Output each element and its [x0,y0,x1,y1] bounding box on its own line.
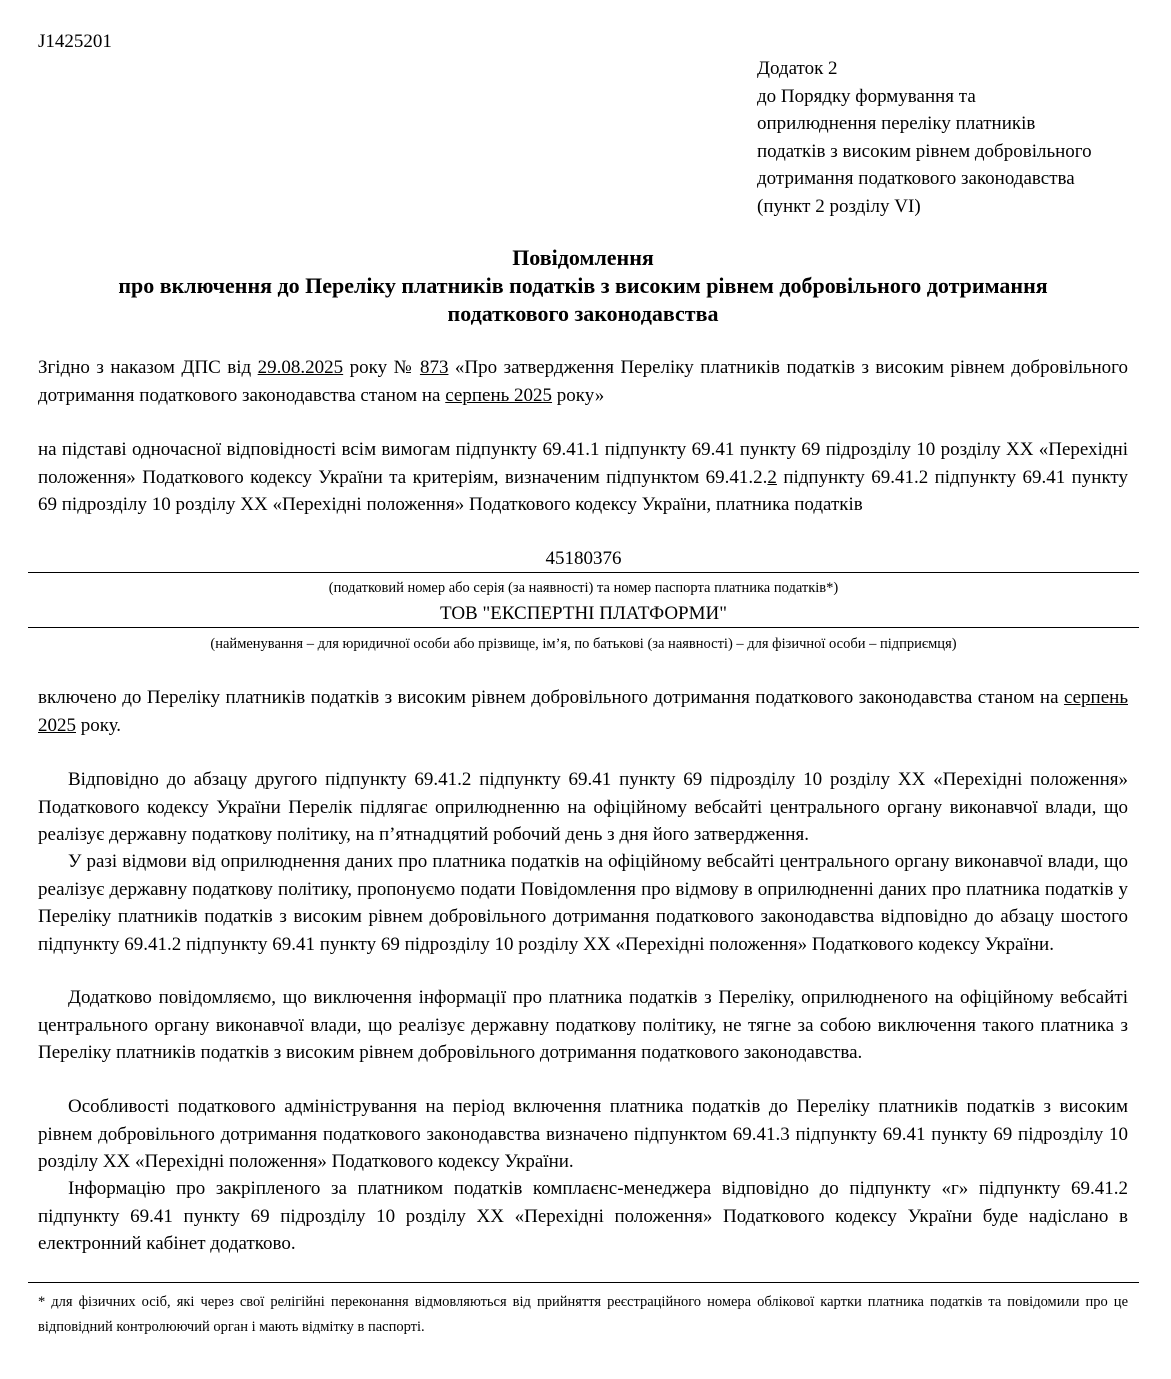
appendix-line: податків з високим рівнем добровільного [757,140,1092,162]
order-text: року № [343,357,420,378]
body-paragraph: Відповідно до абзацу другого підпункту 69.41.2 підпункту 69.41 пункту 69 підрозділу 10 розділу ХХ «Перехідні положення» Податкового кодексу України Перелік підлягає оприлюдненню на офіційному вебсайті центрального органу виконавчої влади, що реалізує державну податкову політику, на п’ятнадцятий робочий день з дня його затвердження. [38,769,1128,845]
basis-paragraph [38,436,1128,519]
order-date: 29.08.2025 [257,357,344,378]
appendix-line: дотримання податкового законодавства [757,168,1075,189]
appendix-line: (пункт 2 розділу VI) [757,195,921,217]
order-text: Згідно з наказом ДПС від [38,357,258,378]
appendix-reference [757,55,1157,220]
body-paragraph: Особливості податкового адміністрування на період включення платника податків до Переліку платників податків з високим рівнем добровільного дотримання податкового законодавства визначено підпунктом 69.41.3 підпункту 69.41 пункту 69 підрозділу 10 розділу ХХ «Перехідні положення» Податкового кодексу України. [38,1096,1128,1172]
appendix-line: оприлюднення переліку платників [757,113,1036,134]
footnote: * для фізичних осіб, які через свої релігійні переконання відмовляються від прийняття реєстраційного номера облікової картки платника податків та повідомили про це відповідний контролюючий орган і мають відмітку в паспорті. [38,1294,1128,1335]
taxpayer-name-underline [28,627,1139,628]
basis-text: на підставі одночасної відповідності всім вимогам підпункту 69.41.1 підпункту 69.41 пункту 69 підрозділу 10 розділу ХХ «Перехідні положення» Податкового кодексу України та критеріям, визначеним підпунктом 69.41.2. [38,439,1128,488]
tax-number-caption: (податковий номер або серія (за наявності) та номер паспорта платника податків*) [328,580,839,596]
document-title [38,244,1128,328]
tax-number: 45180376 [545,548,622,569]
title-line: Повідомлення [512,245,654,270]
basis-text: підпункту 69.41.2 підпункту 69.41 пункту 69 підрозділу 10 розділу ХХ «Перехідні положення» Податкового кодексу України, платника податків [38,466,1128,515]
body-paragraph: Додатково повідомляємо, що виключення інформації про платника податків з Переліку, оприлюдненого на офіційному вебсайті центрального органу виконавчої влади, що реалізує державну податкову політику, не тягне за собою виключення такого платника з Переліку платників податків з високим рівнем добровільного дотримання податкового законодавства. [38,987,1128,1063]
inclusion-paragraph [38,684,1128,739]
title-line: про включення до Переліку платників податків з високим рівнем добровільного дотримання [118,273,1048,298]
order-reference-paragraph [38,354,1128,409]
order-number: 873 [419,357,449,378]
inclusion-text: включено до Переліку платників податків з високим рівнем добровільного дотримання податкового законодавства станом на [38,687,1064,708]
taxpayer-name: ТОВ "ЕКСПЕРТНІ ПЛАТФОРМИ" [439,603,727,624]
order-text: «Про затвердження Переліку платників податків з високим рівнем добровільного дотримання податкового законодавства станом на [38,357,1128,406]
title-line: податкового законодавства [447,301,719,326]
tax-number-underline [28,572,1139,573]
document-code: J1425201 [38,31,112,52]
footnote-divider [28,1282,1139,1283]
criterion-number: 2 [767,466,777,488]
appendix-line: до Порядку формування та [757,85,976,107]
inclusion-period: серпень 2025 [38,687,1128,736]
taxpayer-name-caption: (найменування – для юридичної особи або прізвище, ім’я, по батькові (за наявності) – для фізичної особи – підприємця) [210,636,957,652]
body-paragraph: У разі відмови від оприлюднення даних про платника податків на офіційному вебсайті центрального органу виконавчої влади, що реалізує державну податкову політику, пропонуємо подати Повідомлення про відмову в оприлюдненні даних про платника податків у Переліку платників податків з високим рівнем добровільного дотримання податкового законодавства відповідно до абзацу шостого підпункту 69.41.2 підпункту 69.41 пункту 69 підрозділу 10 розділу ХХ «Перехідні положення» Податкового кодексу України. [38,851,1128,955]
body-paragraph: Інформацію про закріпленого за платником податків комплаєнс-менеджера відповідно до підпункту «г» підпункту 69.41.2 підпункту 69.41 пункту 69 підрозділу 10 розділу ХХ «Перехідні положення» Податкового кодексу України буде надіслано в електронний кабінет додатково. [38,1178,1128,1254]
appendix-line: Додаток 2 [757,58,838,79]
order-period: серпень 2025 [445,384,553,406]
inclusion-text: року. [76,714,122,736]
order-text: року» [552,384,605,406]
